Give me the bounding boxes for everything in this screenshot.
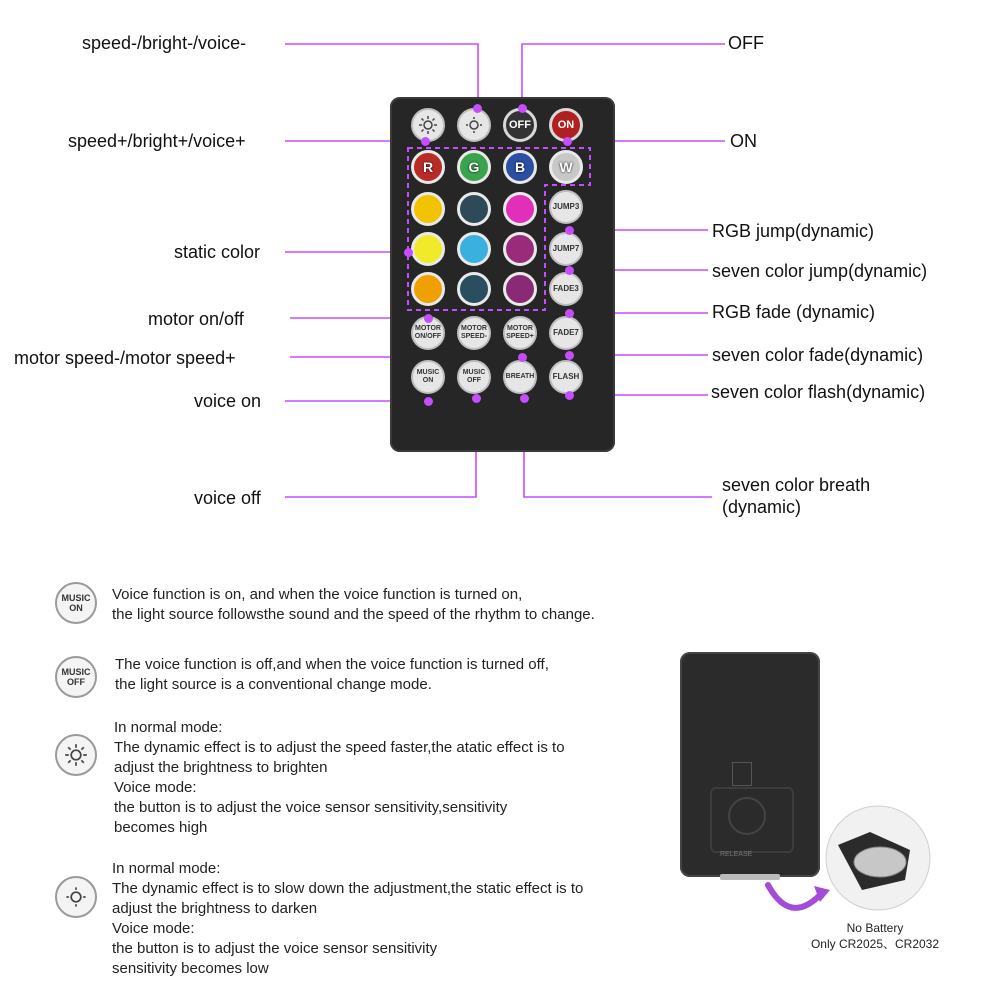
on-button-label: ON <box>557 119 575 131</box>
color-letter-r: R <box>422 159 434 175</box>
label-motor-speed: motor speed-/motor speed+ <box>14 348 236 368</box>
label-voice-on: voice on <box>194 391 262 411</box>
label-rgb-jump: RGB jump(dynamic) <box>712 221 875 241</box>
color-letter-w: W <box>559 159 573 175</box>
jump7-label: JUMP7 <box>552 244 580 253</box>
music-on-icon: MUSIC ON <box>55 582 97 624</box>
breath-label: BREATH <box>505 373 535 380</box>
label-speed-minus: speed-/bright-/voice- <box>82 33 247 53</box>
label-seven-fade: seven color fade(dynamic) <box>712 345 924 365</box>
jump3-label: JUMP3 <box>552 202 580 211</box>
label-speed-plus: speed+/bright+/voice+ <box>68 131 246 151</box>
fade3-label: FADE3 <box>553 284 579 293</box>
label-voice-off: voice off <box>194 488 261 508</box>
label-rgb-fade: RGB fade (dynamic) <box>712 302 876 322</box>
battery-note: No Battery Only CR2025、CR2032 <box>810 921 940 951</box>
music-on-label: MUSIC ON <box>416 369 440 384</box>
music-off-icon: MUSIC OFF <box>55 656 97 698</box>
label-seven-flash: seven color flash(dynamic) <box>711 382 926 402</box>
description-music-off: The voice function is off,and when the voice function is turned off, the light source is a conventional change mode. <box>115 656 549 693</box>
motor-speed-minus-label: MOTOR SPEED- <box>460 325 488 340</box>
description-brightness-down: In normal mode: The dynamic effect is to slow down the adjustment,the static effect is to adjust the brightness to darken Voice mode: the button is to adjust the voice sensor sensitivity sensitivity becomes low <box>112 860 584 977</box>
label-off: OFF <box>728 33 764 53</box>
motor-onoff-label: MOTOR ON/OFF <box>414 325 442 340</box>
color-letter-g: G <box>468 159 480 175</box>
label-motor-onoff: motor on/off <box>148 309 244 329</box>
music-off-label: MUSIC OFF <box>462 369 486 384</box>
label-seven-breath: seven color breath (dynamic) <box>722 475 871 517</box>
motor-speed-plus-label: MOTOR SPEED+ <box>506 325 534 340</box>
fade7-label: FADE7 <box>553 328 579 337</box>
label-seven-jump: seven color jump(dynamic) <box>712 261 928 281</box>
label-on: ON <box>730 131 757 151</box>
description-music-on: Voice function is on, and when the voice function is turned on, the light source followsthe sound and the speed of the rhythm to change. <box>112 586 595 623</box>
off-button-label: OFF <box>509 119 531 131</box>
flash-label: FLASH <box>552 372 580 381</box>
release-label: RELEASE <box>720 851 753 858</box>
description-brightness-up: In normal mode: The dynamic effect is to adjust the speed faster,the atatic effect is to adjust the brightness to brighten Voice mode: the button is to adjust the voice sensor sensitivity,sensitivity becomes high <box>114 719 565 836</box>
label-static-color: static color <box>174 242 261 262</box>
color-letter-b: B <box>514 159 526 175</box>
